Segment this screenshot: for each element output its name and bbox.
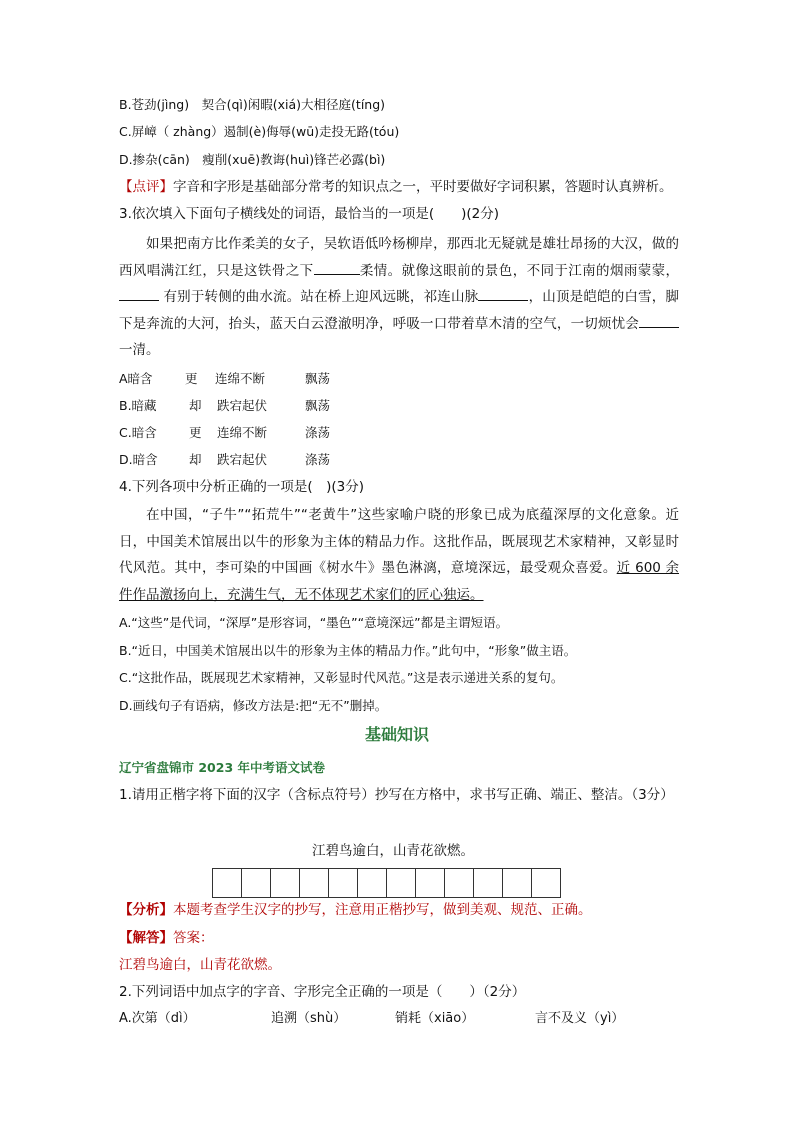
q3-option-a: A暗含 更 连绵不断 飘荡: [119, 371, 331, 386]
analysis-tag: 【分析】: [119, 902, 173, 918]
analysis-text: 本题考查学生汉字的抄写，注意用正楷抄写，做到美观、规范、正确。: [173, 902, 592, 918]
q2-option-a: A.次第（dì） 追溯（shù） 销耗（xiāo） 言不及义（yì）: [119, 1011, 625, 1026]
q3-passage: [119, 231, 679, 364]
grid-cell[interactable]: [444, 868, 474, 898]
q3-option-d: D.暗含 却 跌宕起伏 涤荡: [119, 452, 331, 467]
q4-passage: [119, 502, 679, 608]
blank-1: [314, 260, 360, 275]
grid-cell[interactable]: [531, 868, 561, 898]
grid-cell[interactable]: [299, 868, 329, 898]
grid-cell[interactable]: [241, 868, 271, 898]
blank-3: [478, 286, 528, 301]
q4-option-b: B.“近日，中国美术馆展出以牛的形象为主体的精品力作。”此句中，“形象”做主语。: [119, 643, 577, 658]
q4-stem: 4.下列各项中分析正确的一项是( )(3分): [119, 479, 365, 495]
comment-tag: 【点评】: [119, 179, 173, 195]
q3-passage-e: 一清。: [119, 342, 160, 358]
q4-underlined-sentence: 近 600 余件作品激扬向上，充满生气，无不体现艺术家们的匠心独运。: [119, 560, 679, 603]
q1-answer-line: [119, 929, 214, 947]
grid-cell[interactable]: [328, 868, 358, 898]
q1-stem: 1.请用正楷字将下面的汉字（含标点符号）抄写在方格中，求书写正确、端正、整洁。（3分）: [119, 787, 674, 803]
q1-answer: 江碧鸟逾白，山青花欲燃。: [119, 957, 281, 973]
q2-option-b: B.苍劲(jìng) 契合(qì)闲暇(xiá)大相径庭(tíng): [119, 97, 386, 112]
writing-grid[interactable]: [212, 868, 561, 898]
q3-option-c: C.暗含 更 连绵不断 涤荡: [119, 425, 331, 440]
answer-tag: 【解答】: [119, 930, 173, 946]
q4-option-a: A.“这些”是代词，“深厚”是形容词，“墨色”“意境深远”都是主谓短语。: [119, 615, 509, 630]
q3-stem: 3.依次填入下面句子横线处的词语，最恰当的一项是( )(2分): [119, 206, 500, 222]
answer-label: 答案：: [173, 930, 214, 946]
comment-text: 字音和字形是基础部分常考的知识点之一，平时要做好字词积累，答题时认真辨析。: [173, 179, 673, 195]
q2-option-c: C.屏嶂（ zhàng）遏制(è)侮辱(wū)走投无路(tóu): [119, 124, 400, 139]
q3-option-b: B.暗藏 却 跌宕起伏 飘荡: [119, 398, 331, 413]
q4-option-c: C.“这批作品，既展现艺术家精神，又彰显时代风范。”这是表示递进关系的复句。: [119, 670, 564, 685]
q1-verse: 江碧鸟逾白，山青花欲燃。: [312, 843, 474, 859]
grid-cell[interactable]: [212, 868, 242, 898]
q2-option-d: D.掺杂(cān) 瘦削(xuē)教诲(huì)锋芒必露(bì): [119, 152, 386, 167]
grid-cell[interactable]: [473, 868, 503, 898]
q1-analysis: [119, 901, 592, 919]
q2-stem: 2.下列词语中加点字的字音、字形完全正确的一项是（ ）（2分）: [119, 984, 526, 1000]
blank-4: [639, 313, 679, 328]
grid-cell[interactable]: [270, 868, 300, 898]
grid-cell[interactable]: [415, 868, 445, 898]
comment-line: [119, 178, 673, 196]
grid-cell[interactable]: [357, 868, 387, 898]
grid-cell[interactable]: [502, 868, 532, 898]
q3-passage-d: ，山顶是皑皑的白雪，脚下是奔流的大河，抬头，蓝天白云澄澈明净，呼吸一口带着草木清的空气，一切烦忧会: [119, 289, 679, 332]
q3-passage-b: 柔情。就像这眼前的景色，不同于江南的烟雨蒙蒙，: [359, 262, 680, 279]
q3-passage-c: 有别于转侧的曲水流。站在桥上迎风远眺，祁连山脉: [159, 289, 479, 305]
q4-option-d: D.画线句子有语病，修改方法是:把“无不”删掉。: [119, 698, 388, 713]
q4-passage-text: 在中国，“子牛”“拓荒牛”“老黄牛”这些家喻户晓的形象已成为底蕴深厚的文化意象。近日，中国美术馆展出以牛的形象为主体的精品力作。这批作品，既展现艺术家精神，又彰显时代风范。其中，李可染的中国画《树水牛》墨色淋漓，意境深远，最受观众喜爱。: [119, 507, 679, 576]
grid-cell[interactable]: [386, 868, 416, 898]
section-title: 基础知识: [364, 725, 429, 744]
q3-passage-a: 如果把南方比作柔美的女子，吴软语低吟杨柳岸，那西北无疑就是雄壮昂扬的大汉，做的西风唱满江红，只是这铁骨之下: [119, 236, 679, 279]
exam-source: 辽宁省盘锦市 2023 年中考语文试卷: [119, 760, 325, 775]
blank-2: [119, 286, 159, 301]
